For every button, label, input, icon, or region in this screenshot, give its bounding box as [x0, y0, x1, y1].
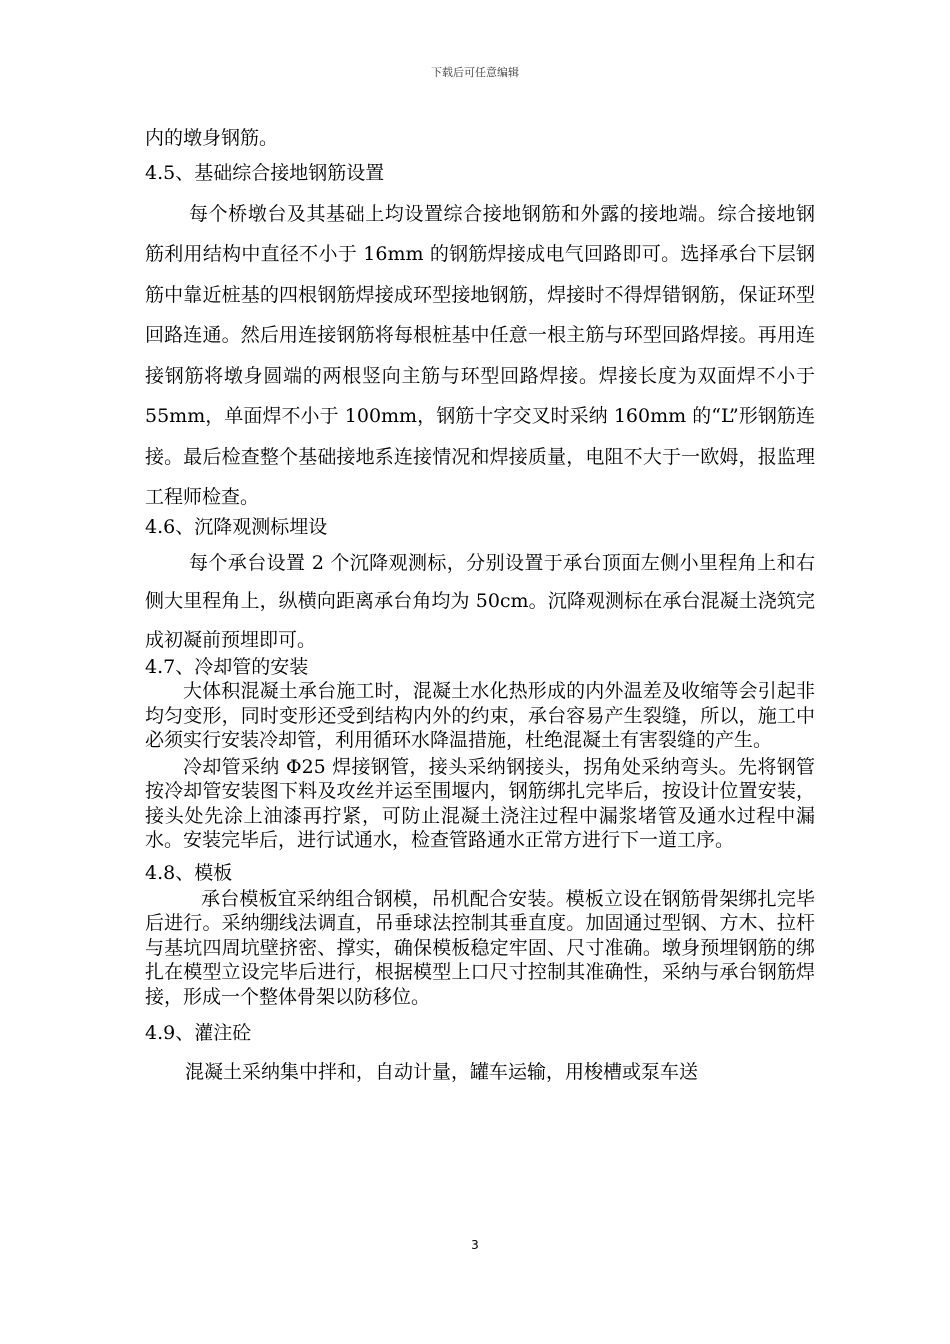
page-number: 3 [471, 1238, 479, 1252]
section-heading-4-7: 4.7、冷却管的安装 [145, 656, 309, 678]
paragraph-cooling-2: 冷却管采纳 Φ25 焊接钢管，接头采纳钢接头，拐角处采纳弯头。先将钢管按冷却管安装图下料及攻丝并运至围堰内，钢筋绑扎完毕后，按设计位置安装，接头处先涂上油漆再拧紧，可防止混凝土浇注过程中漏浆堵管及通水过程中漏水。安装完毕后，进行试通水，检查管路通水正常方进行下一道工序。 [145, 755, 815, 851]
section-heading-4-6: 4.6、沉降观测标埋设 [145, 515, 328, 538]
section-heading-4-9: 4.9、灌注砼 [145, 1022, 252, 1044]
paragraph-grounding: 每个桥墩台及其基础上均设置综合接地钢筋和外露的接地端。综合接地钢筋利用结构中直径不小于 16mm 的钢筋焊接成电气回路即可。选择承台下层钢筋中靠近桩基的四根钢筋焊接成环型接地钢筋，焊接时不得焊错钢筋，保证环型回路连通。然后用连接钢筋将每根桩基中任意一根主筋与环型回路焊接。再用连接钢筋将墩身圆端的两根竖向主筋与环型回路焊接。焊接长度为双面焊不小于 55mm，单面焊不小于 100mm，钢筋十字交叉时采纳 160mm 的“L”形钢筋连接。最后检查整个基础接地系连接情况和焊接质量，电阻不大于一欧姆，报监理工程师检查。 [145, 202, 815, 508]
paragraph-formwork: 承台模板宜采纳组合钢模，吊机配合安装。模板立设在钢筋骨架绑扎完毕后进行。采纳绷线法调直，吊垂球法控制其垂直度。加固通过型钢、方木、拉杆与基坑四周坑壁挤密、撑实，确保模板稳定牢固、尺寸准确。墩身预埋钢筋的绑扎在模型立设完毕后进行，根据模型上口尺寸控制其准确性，采纳与承台钢筋焊接，形成一个整体骨架以防移位。 [145, 887, 815, 1008]
paragraph-pouring: 混凝土采纳集中拌和，自动计量，罐车运输，用梭槽或泵车送 [185, 1061, 699, 1083]
section-heading-4-5: 4.5、基础综合接地钢筋设置 [145, 161, 385, 184]
paragraph-settlement: 每个承台设置 2 个沉降观测标，分别设置于承台顶面左侧小里程角上和右侧大里程角上，纵横向距离承台角均为 50cm。沉降观测标在承台混凝土浇筑完成初凝前预埋即可。 [145, 551, 815, 651]
section-heading-4-8: 4.8、模板 [145, 861, 233, 884]
page-header: 下载后可任意编辑 [431, 66, 519, 79]
paragraph-cooling-1: 大体积混凝土承台施工时，混凝土水化热形成的内外温差及收缩等会引起非均匀变形，同时变形还受到结构内外的约束，承台容易产生裂缝，所以，施工中必须实行安装冷却管，利用循环水降温措施，杜绝混凝土有害裂缝的产生。 [145, 680, 815, 751]
document-body [145, 118, 815, 1091]
paragraph-continuation: 内的墩身钢筋。 [145, 127, 279, 149]
